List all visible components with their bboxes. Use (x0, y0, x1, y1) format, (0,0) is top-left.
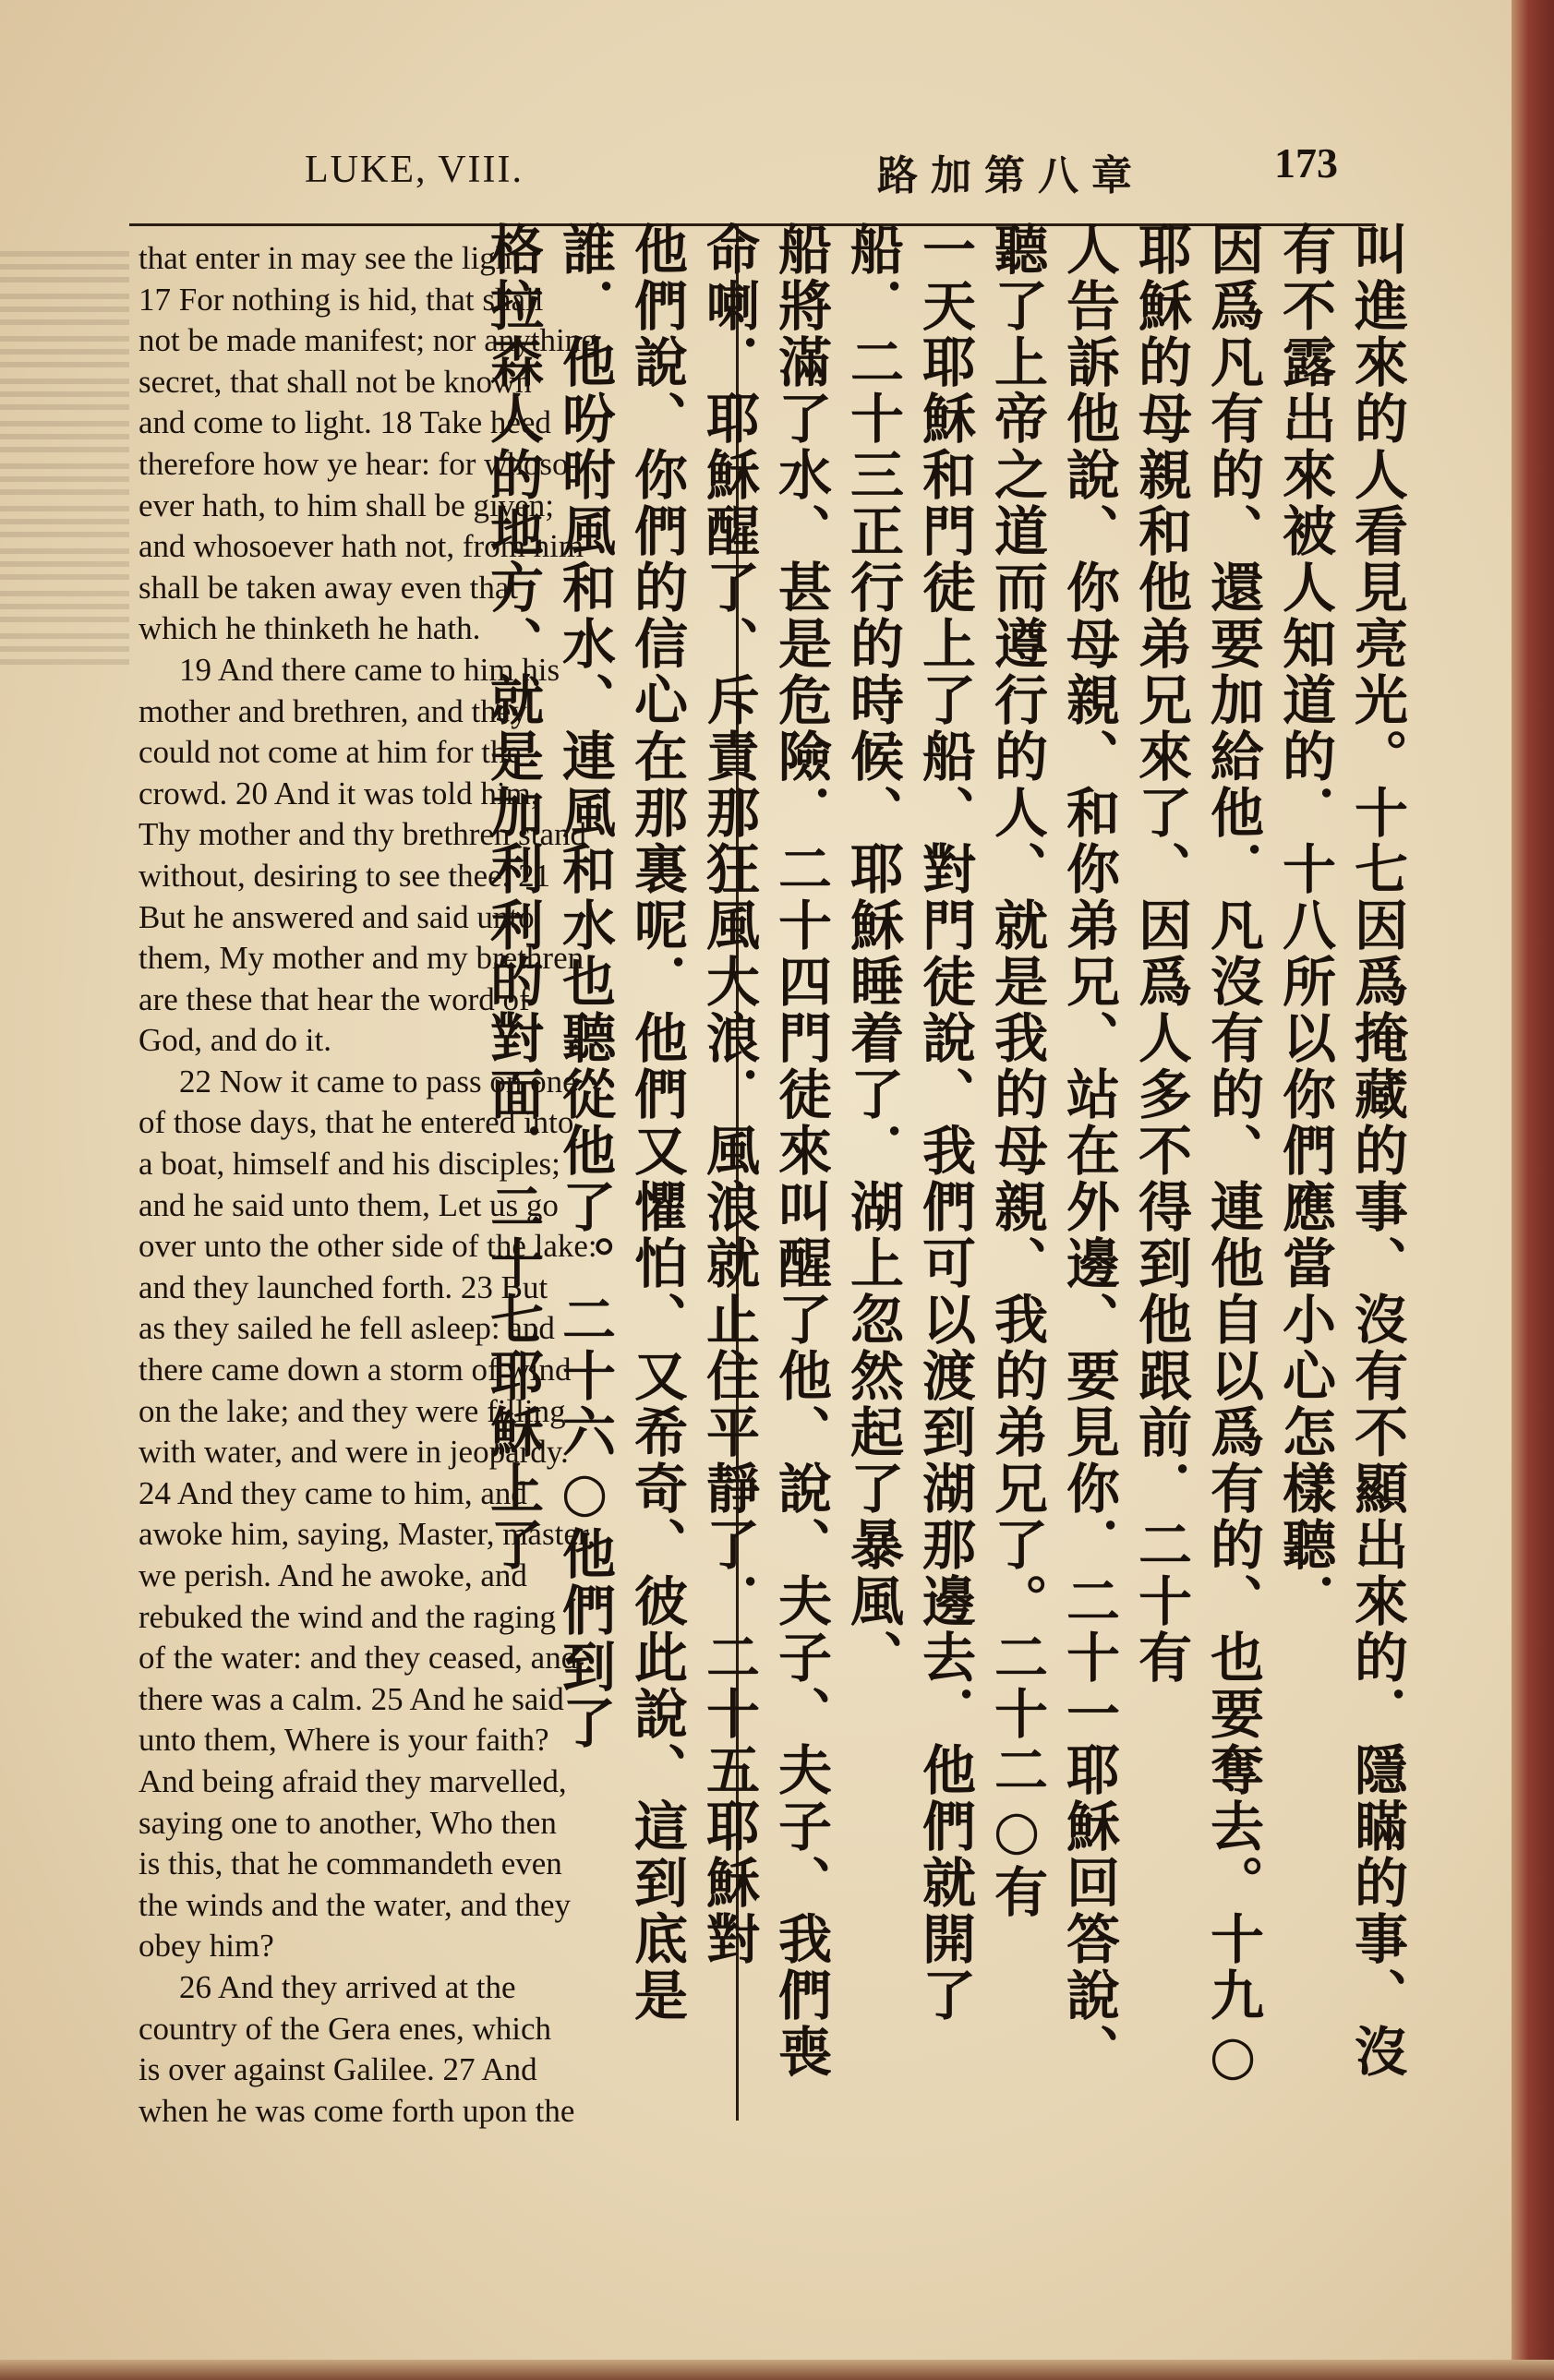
english-line: ever hath, to him shall be given; (139, 487, 555, 523)
english-line: which he thinketh he hath. (139, 610, 481, 647)
mirrored-facing-page (0, 240, 129, 2114)
english-line: is this, that he commandeth even (139, 1845, 562, 1882)
english-line: with water, and were in jeopardy. (139, 1434, 569, 1471)
english-line: secret, that shall not be known (139, 363, 532, 400)
page-header (0, 138, 1554, 199)
english-line: unto them, Where is your faith? (139, 1722, 549, 1759)
english-line: on the lake; and they were filling (139, 1392, 566, 1429)
english-line: there was a calm. 25 And he said (139, 1680, 564, 1717)
english-line: of those days, that he entered into (139, 1104, 574, 1141)
english-line: country of the Gera enes, which (139, 2010, 552, 2047)
page-number: 173 (1274, 139, 1338, 186)
chinese-text-column: 格拉森人的地方、就是加利利的對面．二十七耶穌上了 (481, 222, 544, 1573)
english-line: could not come at him for the (139, 734, 522, 771)
english-line: And being afraid they marvelled, (139, 1762, 567, 1799)
english-line: we perish. And he awoke, and (139, 1557, 527, 1593)
english-line: crowd. 20 And it was told him, (139, 775, 539, 811)
chinese-column-block (481, 222, 1413, 2123)
page-bottom-edge (0, 2360, 1554, 2380)
english-line: mother and brethren, and they (139, 692, 527, 729)
english-line: a boat, himself and his disciples; (139, 1146, 560, 1183)
english-line: the winds and the water, and they (139, 1886, 572, 1923)
english-line: rebuked the wind and the raging (139, 1598, 556, 1635)
english-line: saying one to another, Who then (139, 1804, 557, 1841)
english-line: 26 And they arrived at the (179, 1968, 516, 2005)
english-line: shall be taken away even that (139, 569, 519, 606)
chinese-text-column: 一天耶穌和門徒上了船、對門徒說、我們可以渡到湖那邊去．他們就開了船．二十三正行的時候、耶穌睡着了．湖上忽然起了暴風、 (841, 222, 976, 2024)
english-line: therefore how ye hear: for whoso- (139, 445, 580, 482)
chinese-running-head: 路加第八章 (877, 152, 1145, 199)
english-line: 22 Now it came to pass on one (179, 1063, 577, 1100)
english-line: and come to light. 18 Take heed (139, 404, 551, 441)
chinese-text-column: 人告訴他說、你母親、和你弟兄、站在外邊、要見你．二十一耶穌回答說、聽了上帝之道而遵行的人、就是我的母親、我的弟兄了。二十二○有 (985, 222, 1120, 2080)
chinese-text-column: 因爲凡有的、還要加給他．凡沒有的、連他自以爲有的、也要奪去。十九○耶穌的母親和他弟兄來了、因爲人多不得到他跟前．二十有 (1129, 222, 1264, 2089)
page-edge-binding (1512, 0, 1554, 2380)
chinese-text-column: 他們說、你們的信心在那裏呢．他們又懼怕、又希奇、彼此說、這到底是誰．他吩咐風和水、連風和水也聽從他了。二十六○他們到了 (553, 222, 688, 2024)
english-line: over unto the other side of the lake: (139, 1228, 597, 1265)
english-line: But he answered and said unto (139, 898, 535, 935)
english-line: 19 And there came to him his (179, 651, 560, 688)
english-line: awoke him, saying, Master, master, (139, 1516, 596, 1553)
english-line: is over against Galilee. 27 And (139, 2051, 537, 2088)
english-line: there came down a storm of wind (139, 1352, 572, 1388)
english-line: and he said unto them, Let us go (139, 1186, 559, 1223)
english-line: 17 For nothing is hid, that shall (139, 281, 544, 318)
english-line: as they sailed he fell asleep: and (139, 1310, 555, 1347)
english-line: obey him? (139, 1928, 274, 1965)
english-line: not be made manifest; nor anything (139, 322, 597, 359)
english-line: when he was come forth upon the (139, 2092, 575, 2129)
chinese-text-column: 叫進來的人看見亮光。十七因爲掩藏的事、沒有不顯出來的．隱瞞的事、沒有不露出來被人知道的．十八所以你們應當小心怎樣聽． (1273, 222, 1408, 2080)
english-line: 24 And they came to him, and (139, 1474, 527, 1511)
english-line: that enter in may see the light. (139, 240, 529, 276)
english-line: them, My mother and my brethren (139, 940, 584, 977)
english-line: of the water: and they ceased, and (139, 1640, 578, 1677)
english-line: Thy mother and thy brethren stand (139, 816, 587, 853)
chinese-text-column: 船將滿了水、甚是危險．二十四門徒來叫醒了他、說、夫子、夫子、我們喪命喇．耶穌醒了、斥責那狂風大浪．風浪就止住平靜了．二十五耶穌對 (697, 222, 832, 2080)
english-line: God, and do it. (139, 1022, 332, 1059)
english-line: without, desiring to see thee. 21 (139, 857, 551, 894)
english-line: and whosoever hath not, from him (139, 528, 584, 565)
running-head: LUKE, VIII. (305, 149, 524, 191)
english-line: and they launched forth. 23 But (139, 1268, 548, 1305)
english-line: are these that hear the word of (139, 980, 530, 1017)
